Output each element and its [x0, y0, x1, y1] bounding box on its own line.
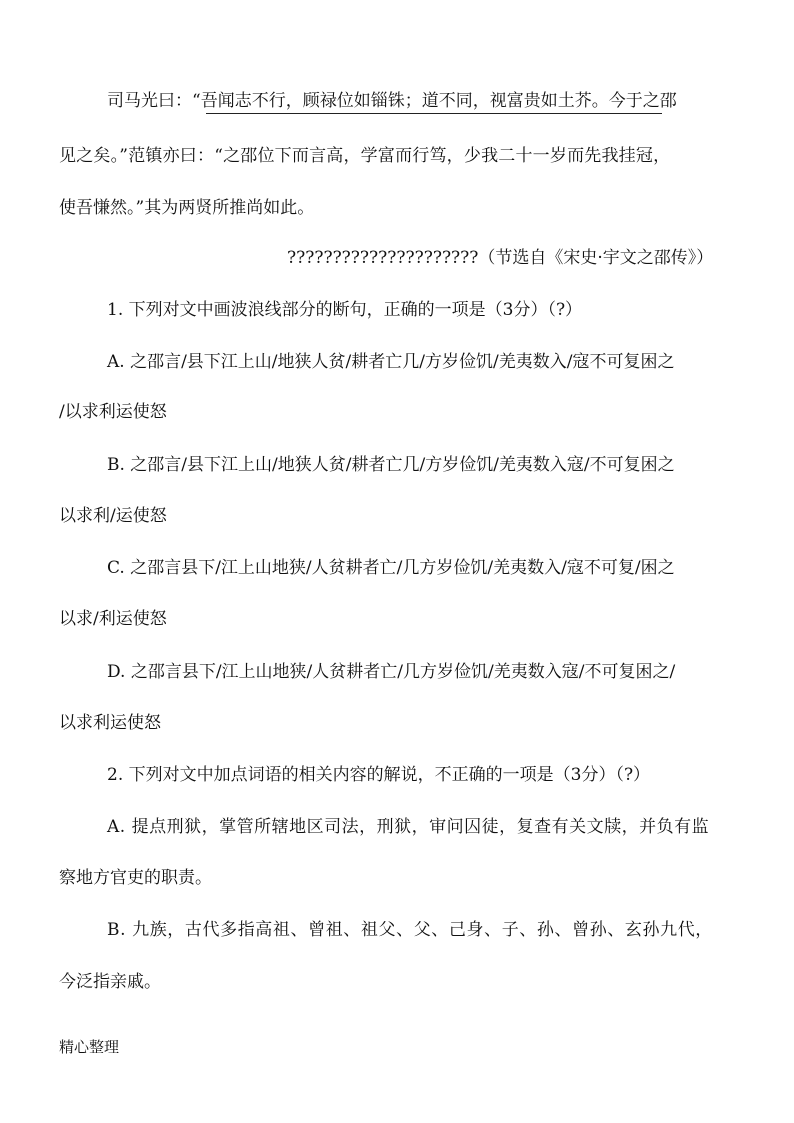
page-footer: 精心整理 — [59, 1038, 120, 1056]
question-1-option-b-cont: 以求利/运使怒 — [59, 506, 167, 526]
passage-line-3: 使吾慊然。”其为两贤所推尚如此。 — [59, 198, 315, 218]
question-1-option-d-cont: 以求利运使怒 — [59, 713, 161, 733]
question-2-option-b-cont: 今泛指亲戚。 — [59, 972, 161, 992]
question-2-option-a: A. 提点刑狱，掌管所辖地区司法，刑狱，审问囚徒，复查有关文牍，并负有监 — [107, 817, 710, 837]
question-1-option-c-cont: 以求/利运使怒 — [59, 609, 167, 629]
question-2-option-b: B. 九族，古代多指高祖、曾祖、祖父、父、己身、子、孙、曾孙、玄孙九代， — [107, 920, 713, 940]
question-1-stem: 1. 下列对文中画波浪线部分的断句，正确的一项是（3分）（?） — [107, 300, 583, 320]
wavy-underline-mark — [206, 113, 662, 114]
question-1-option-b: B. 之邵言/县下江上山/地狭人贫/耕者亡几/方岁俭饥/羌夷数入寇/不可复困之 — [107, 455, 675, 475]
passage-source: ?????????????????????（节选自《宋史·宇文之邵传》） — [287, 248, 714, 268]
question-1-option-a-cont: /以求利运使怒 — [59, 402, 167, 422]
question-2-stem: 2. 下列对文中加点词语的相关内容的解说，不正确的一项是（3分）（?） — [107, 765, 651, 785]
question-2-option-a-cont: 察地方官吏的职责。 — [59, 868, 212, 888]
question-1-option-c: C. 之邵言县下/江上山地狭/人贫耕者亡/几方岁俭饥/羌夷数入/寇不可复/困之 — [107, 558, 675, 578]
passage-line-2: 见之矣。”范镇亦曰：“之邵位下而言高，学富而行笃，少我二十一岁而先我挂冠， — [59, 146, 671, 166]
question-1-option-d: D. 之邵言县下/江上山地狭/人贫耕者亡/几方岁俭饥/羌夷数入寇/不可复困之/ — [107, 662, 676, 682]
passage-line-1: 司马光曰：“吾闻志不行，顾禄位如锱铢；道不同，视富贵如土芥。今于之邵 — [107, 91, 677, 111]
question-1-option-a: A. 之邵言/县下江上山/地狭人贫/耕者亡几/方岁俭饥/羌夷数入/寇不可复困之 — [107, 352, 675, 372]
